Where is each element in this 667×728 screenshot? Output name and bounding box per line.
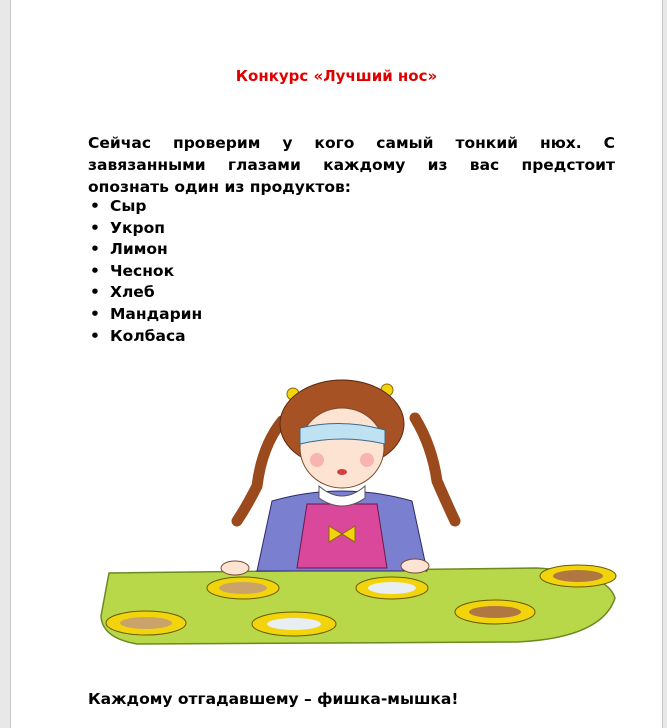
- bullet-icon: •: [90, 197, 100, 215]
- right-cheek-shape: [360, 453, 374, 467]
- bullet-icon: •: [90, 304, 100, 323]
- contest-title: Конкурс «Лучший нос»: [235, 67, 438, 85]
- plate-food-shape: [553, 570, 603, 582]
- plate-food-shape: [368, 582, 416, 594]
- dress-front-shape: [297, 504, 387, 568]
- left-cheek-shape: [310, 453, 324, 467]
- plate-food-shape: [267, 618, 321, 630]
- bullet-icon: •: [90, 240, 100, 259]
- bullet-icon: •: [90, 326, 100, 345]
- plate-food-shape: [469, 606, 521, 618]
- document-page: [10, 0, 663, 728]
- right-braid-shape: [415, 418, 455, 521]
- face-shape: [300, 408, 384, 488]
- closing-line: Каждому отгадавшему – фишка-мышка!: [88, 690, 459, 708]
- list-item: • Мандарин: [88, 304, 202, 326]
- blindfolded-girl-illustration: [97, 376, 622, 651]
- list-item: • Лимон: [88, 239, 202, 261]
- left-hand-shape: [221, 561, 249, 575]
- table-shape: [101, 568, 615, 644]
- list-item: • Сыр: [88, 196, 202, 218]
- plate-food-shape: [219, 582, 267, 594]
- list-item: • Колбаса: [88, 326, 202, 348]
- bullet-icon: •: [90, 261, 100, 280]
- product-list: [88, 196, 202, 347]
- bullet-icon: •: [90, 283, 100, 302]
- right-hand-shape: [401, 559, 429, 573]
- plate-food-shape: [120, 617, 172, 629]
- list-item: • Хлеб: [88, 282, 202, 304]
- bullet-icon: •: [90, 218, 100, 237]
- intro-paragraph: Сейчас проверим у кого самый тонкий нюх. С завязанными глазами каждому из вас предстоит опознать один из продуктов:: [88, 134, 615, 196]
- list-item: • Укроп: [88, 218, 202, 240]
- mouth-shape: [337, 469, 347, 475]
- list-item: • Чеснок: [88, 261, 202, 283]
